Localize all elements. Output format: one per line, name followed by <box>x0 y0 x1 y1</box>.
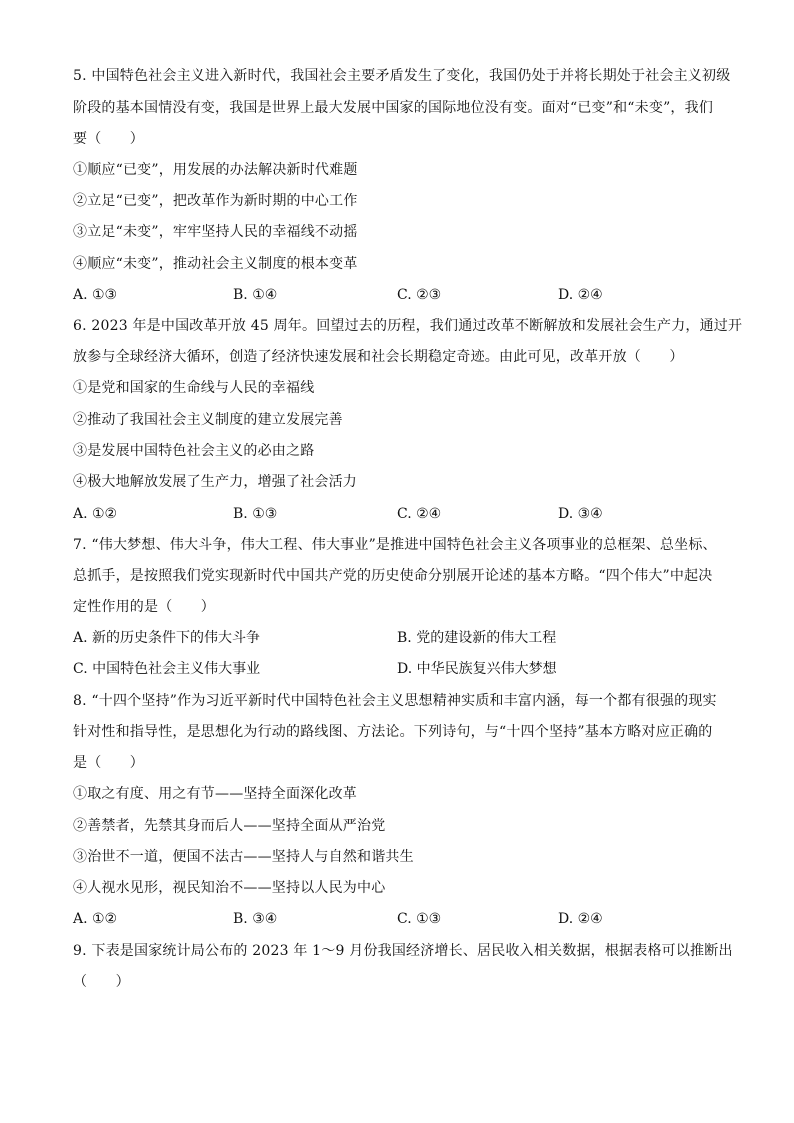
q5-item-1: ①顺应“已变”，用发展的办法解决新时代难题 <box>73 162 358 178</box>
q7-option-c[interactable]: C. 中国特色社会主义伟大事业 <box>73 661 261 677</box>
q8-stem-line-3: 是（ ） <box>73 755 144 771</box>
q6-option-d[interactable]: D. ③④ <box>558 506 603 522</box>
q5-option-d[interactable]: D. ②④ <box>558 287 603 303</box>
q6-item-3: ③是发展中国特色社会主义的必由之路 <box>73 443 315 459</box>
q5-stem-line-2: 阶段的基本国情没有变，我国是世界上最大发展中国家的国际地位没有变。面对“已变”和“未变”，我们 <box>73 100 714 116</box>
q6-option-c[interactable]: C. ②④ <box>397 506 442 522</box>
q6-option-a[interactable]: A. ①② <box>73 506 118 522</box>
q8-item-1: ①取之有度、用之有节——坚持全面深化改革 <box>73 786 357 802</box>
q8-item-4: ④人视水见形，视民知治不——坚持以人民为中心 <box>73 880 386 896</box>
q7-stem-line-3: 定性作用的是（ ） <box>73 599 215 615</box>
q5-option-c[interactable]: C. ②③ <box>397 287 442 303</box>
q9-stem-line-2: （ ） <box>73 974 130 990</box>
q8-item-2: ②善禁者，先禁其身而后人——坚持全面从严治党 <box>73 818 386 834</box>
q5-item-4: ④顺应“未变”，推动社会主义制度的根本变革 <box>73 256 358 272</box>
q8-option-b[interactable]: B. ③④ <box>233 911 278 927</box>
q6-item-4: ④极大地解放发展了生产力，增强了社会活力 <box>73 474 357 490</box>
q9-stem-line-1: 9. 下表是国家统计局公布的 2023 年 1～9 月份我国经济增长、居民收入相关数据，根据表格可以推断出 <box>73 943 733 959</box>
q8-option-a[interactable]: A. ①② <box>73 911 118 927</box>
q5-item-3: ③立足“未变”，牢牢坚持人民的幸福线不动摇 <box>73 224 358 240</box>
q7-option-a[interactable]: A. 新的历史条件下的伟大斗争 <box>73 630 261 646</box>
q8-option-c[interactable]: C. ①③ <box>397 911 442 927</box>
q8-stem-line-2: 针对性和指导性，是思想化为行动的路线图、方法论。下列诗句，与“十四个坚持”基本方略对应正确的 <box>73 724 713 740</box>
q6-stem-line-2: 放参与全球经济大循环，创造了经济快速发展和社会长期稳定奇迹。由此可见，改革开放（ ） <box>73 349 684 365</box>
q8-stem-line-1: 8. “十四个坚持”作为习近平新时代中国特色社会主义思想精神实质和丰富内涵，每一个都有很强的现实 <box>73 693 717 709</box>
q5-stem-line-3: 要（ ） <box>73 131 144 147</box>
q7-option-b[interactable]: B. 党的建设新的伟大工程 <box>397 630 557 646</box>
q6-item-1: ①是党和国家的生命线与人民的幸福线 <box>73 380 315 396</box>
q5-item-2: ②立足“已变”，把改革作为新时期的中心工作 <box>73 193 358 209</box>
q5-option-b[interactable]: B. ①④ <box>233 287 278 303</box>
q7-stem-line-2: 总抓手，是按照我们党实现新时代中国共产党的历史使命分别展开论述的基本方略。“四个伟大”中起决 <box>73 568 713 584</box>
q5-stem-line-1: 5. 中国特色社会主义进入新时代，我国社会主要矛盾发生了变化，我国仍处于并将长期处于社会主义初级 <box>73 68 731 84</box>
q6-option-b[interactable]: B. ①③ <box>233 506 278 522</box>
q6-item-2: ②推动了我国社会主义制度的建立发展完善 <box>73 412 343 428</box>
q7-option-d[interactable]: D. 中华民族复兴伟大梦想 <box>397 661 557 677</box>
q5-option-a[interactable]: A. ①③ <box>73 287 118 303</box>
q8-item-3: ③治世不一道，便国不法古——坚持人与自然和谐共生 <box>73 849 414 865</box>
q8-option-d[interactable]: D. ②④ <box>558 911 603 927</box>
q7-stem-line-1: 7. “伟大梦想、伟大斗争，伟大工程、伟大事业”是推进中国特色社会主义各项事业的总框架、总坐标、 <box>73 537 717 553</box>
q6-stem-line-1: 6. 2023 年是中国改革开放 45 周年。回望过去的历程，我们通过改革不断解放和发展社会生产力，通过开 <box>73 318 743 334</box>
